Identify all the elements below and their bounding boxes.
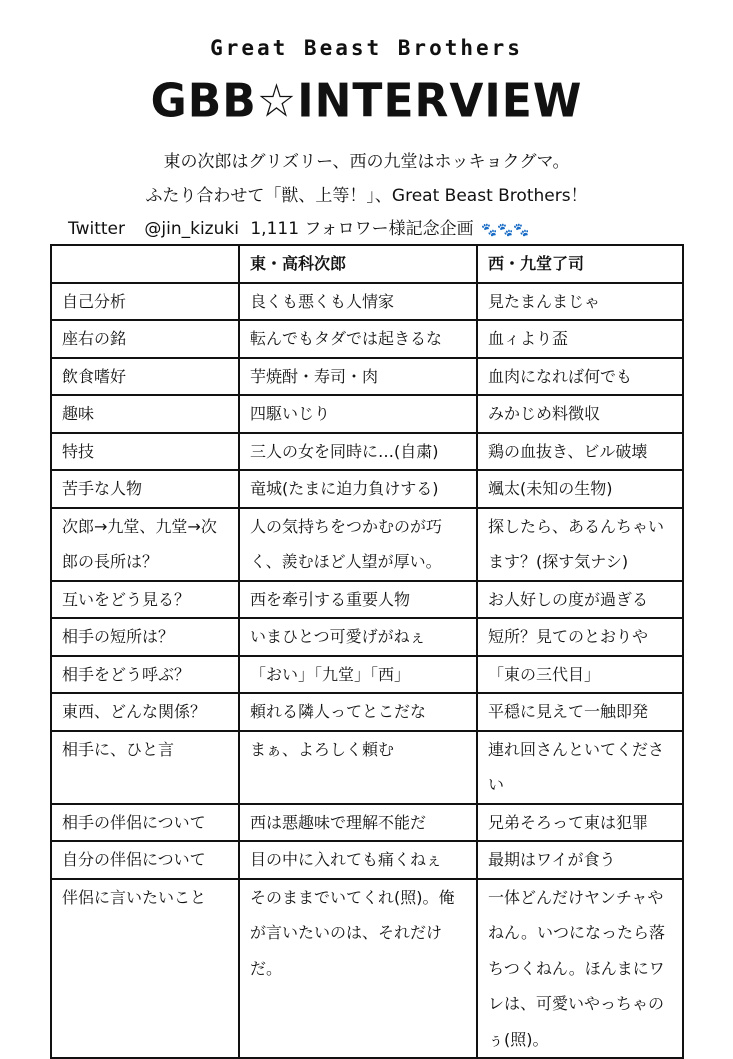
east-answer-cell: 西を牽引する重要人物 xyxy=(239,581,477,619)
question-cell: 苦手な人物 xyxy=(51,470,239,508)
question-cell: 趣味 xyxy=(51,395,239,433)
east-answer-cell: 人の気持ちをつかむのが巧く、羨むほど人望が厚い。 xyxy=(239,508,477,581)
intro-line-2: ふたり合わせて「獣、上等！」、Great Beast Brothers！ xyxy=(145,186,588,206)
table-row xyxy=(51,358,683,396)
table-row xyxy=(51,656,683,694)
question-cell: 相手に、ひと言 xyxy=(51,731,239,804)
question-cell: 相手の伴侶について xyxy=(51,804,239,842)
twitter-label: Twitter xyxy=(68,219,125,239)
question-cell: 相手の短所は？ xyxy=(51,618,239,656)
east-answer-cell: 頼れる隣人ってとこだな xyxy=(239,693,477,731)
question-cell: 次郎→九堂、九堂→次郎の長所は？ xyxy=(51,508,239,581)
question-cell: 飲食嗜好 xyxy=(51,358,239,396)
east-answer-cell: 三人の女を同時に…(自粛) xyxy=(239,433,477,471)
table-row xyxy=(51,618,683,656)
west-answer-cell: 兄弟そろって東は犯罪 xyxy=(477,804,683,842)
east-answer-cell: 西は悪趣味で理解不能だ xyxy=(239,804,477,842)
table-row xyxy=(51,841,683,879)
intro-line-1: 東の次郎はグリズリー、西の九堂はホッキョクグマ。 xyxy=(163,152,570,172)
table-row xyxy=(51,433,683,471)
twitter-handle: @jin_kizuki xyxy=(144,219,239,239)
campaign-line xyxy=(68,214,544,239)
column-header-west: 西・九堂了司 xyxy=(477,245,683,283)
east-answer-cell: 「おい」「九堂」「西」 xyxy=(239,656,477,694)
paw-icon: 🐾🐾🐾 xyxy=(481,223,530,238)
east-answer-cell: 四駆いじり xyxy=(239,395,477,433)
column-header-east: 東・高科次郎 xyxy=(239,245,477,283)
west-answer-cell: 「東の三代目」 xyxy=(477,656,683,694)
east-answer-cell: いまひとつ可愛げがねぇ xyxy=(239,618,477,656)
table-header-row xyxy=(51,245,683,283)
west-answer-cell: 一体どんだけヤンチャやねん。いつになったら落ちつくねん。ほんまにワレは、可愛いやっちゃのぅ(照)。 xyxy=(477,879,683,1059)
table-row xyxy=(51,508,683,581)
west-answer-cell: 連れ回さんといてください xyxy=(477,731,683,804)
subtitle: Great Beast Brothers xyxy=(210,36,523,60)
question-cell: 特技 xyxy=(51,433,239,471)
table-row xyxy=(51,283,683,321)
table-row xyxy=(51,731,683,804)
west-answer-cell: 血肉になれば何でも xyxy=(477,358,683,396)
east-answer-cell: 転んでもタダでは起きるな xyxy=(239,320,477,358)
west-answer-cell: 探したら、あるんちゃいます？(探す気ナシ) xyxy=(477,508,683,581)
question-cell: 座右の銘 xyxy=(51,320,239,358)
east-answer-cell: 目の中に入れても痛くねぇ xyxy=(239,841,477,879)
campaign-text: 1,111 フォロワー様記念企画 xyxy=(250,219,474,239)
question-cell: 相手をどう呼ぶ？ xyxy=(51,656,239,694)
west-answer-cell: 血ィより盃 xyxy=(477,320,683,358)
table-row xyxy=(51,470,683,508)
east-answer-cell: 竜城(たまに迫力負けする) xyxy=(239,470,477,508)
west-answer-cell: 最期はワイが食う xyxy=(477,841,683,879)
table-row xyxy=(51,395,683,433)
question-cell: 東西、どんな関係？ xyxy=(51,693,239,731)
east-answer-cell: まぁ、よろしく頼む xyxy=(239,731,477,804)
east-answer-cell: 芋焼酎・寿司・肉 xyxy=(239,358,477,396)
west-answer-cell: 平穏に見えて一触即発 xyxy=(477,693,683,731)
table-row xyxy=(51,581,683,619)
page-title: GBB☆INTERVIEW xyxy=(150,74,583,129)
table-row xyxy=(51,804,683,842)
east-answer-cell: そのままでいてくれ(照)。俺が言いたいのは、それだけだ。 xyxy=(239,879,477,1059)
column-header xyxy=(51,245,239,283)
east-answer-cell: 良くも悪くも人情家 xyxy=(239,283,477,321)
west-answer-cell: 短所？見てのとおりや xyxy=(477,618,683,656)
west-answer-cell: 鶏の血抜き、ビル破壊 xyxy=(477,433,683,471)
question-cell: 自分の伴侶について xyxy=(51,841,239,879)
west-answer-cell: 颯太(未知の生物) xyxy=(477,470,683,508)
question-cell: 自己分析 xyxy=(51,283,239,321)
interview-table xyxy=(50,244,684,1059)
table-row xyxy=(51,320,683,358)
west-answer-cell: みかじめ料徴収 xyxy=(477,395,683,433)
question-cell: 伴侶に言いたいこと xyxy=(51,879,239,1059)
question-cell: 互いをどう見る？ xyxy=(51,581,239,619)
table-row xyxy=(51,693,683,731)
west-answer-cell: お人好しの度が過ぎる xyxy=(477,581,683,619)
west-answer-cell: 見たまんまじゃ xyxy=(477,283,683,321)
table-row xyxy=(51,879,683,1059)
